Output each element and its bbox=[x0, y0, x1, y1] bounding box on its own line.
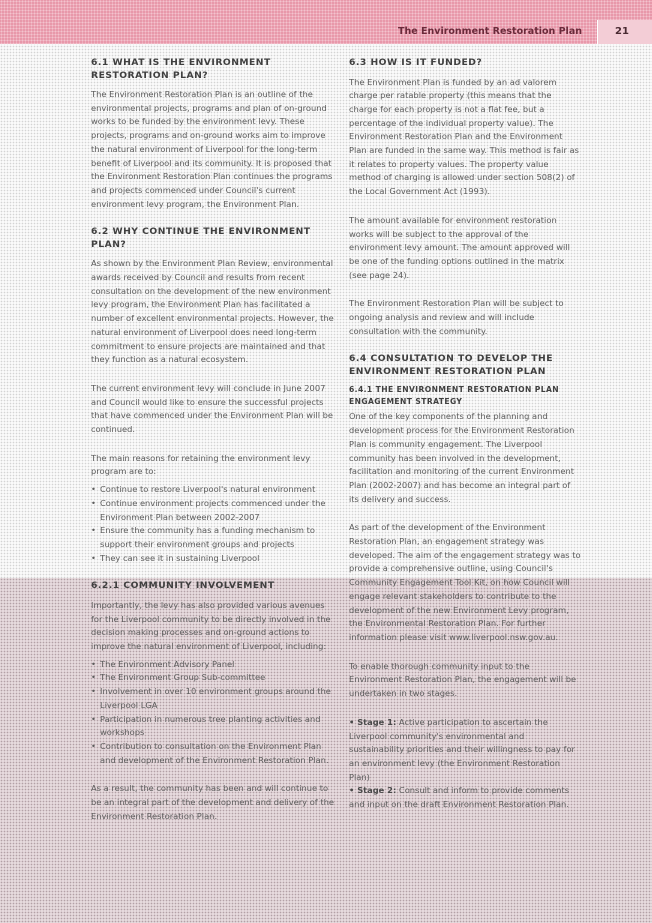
section-6-2-1-paragraph-2: As a result, the community has been and will continue to be an integral part of the development and delivery of the Environment Restoration Plan. bbox=[91, 783, 334, 821]
list-item: • The Environment Advisory Panel bbox=[91, 658, 337, 672]
section-6-2-paragraph-2: The current environment levy will conclude in June 2007 and Council would like to ensure the successful projects that have commenced under the Environment Plan will be continued. bbox=[91, 382, 334, 435]
section-6-2-1-paragraph-1: Importantly, the levy has also provided various avenues for the Liverpool community to be directly involved in the decision making processes and on-ground actions to improve the natural environment of Liverpool, including: bbox=[91, 599, 331, 651]
list-item: • Involvement in over 10 environment groups around the Liverpool LGA bbox=[91, 685, 337, 712]
section-6-4-1-heading: 6.4.1 THE ENVIRONMENT RESTORATION PLAN ENGAGEMENT STRATEGY bbox=[349, 385, 560, 407]
section-6-1-heading: 6.1 WHAT IS THE ENVIRONMENT RESTORATION PLAN? bbox=[91, 57, 271, 81]
list-item: • Contribution to consultation on the Environment Plan and development of the Environment Restoration Plan. bbox=[91, 740, 337, 767]
stage-2-text: Consult and inform to provide comments and input on the draft Environment Restoration Plan. bbox=[349, 785, 570, 810]
list-item: • Continue to restore Liverpool's natural environment bbox=[91, 483, 337, 497]
list-item: • Ensure the community has a funding mechanism to support their environment groups and projects bbox=[91, 524, 337, 551]
section-6-2-heading: 6.2 WHY CONTINUE THE ENVIRONMENT PLAN? bbox=[91, 226, 311, 250]
left-column bbox=[91, 57, 337, 838]
header-band bbox=[0, 0, 652, 44]
section-6-3-paragraph-3: The Environment Restoration Plan will be subject to ongoing analysis and review and will include consultation with the community. bbox=[349, 298, 564, 336]
section-6-1-body: The Environment Restoration Plan is an outline of the environmental projects, programs and plan of on-ground works to be funded by the environment levy. These projects, programs and on-ground works aim to improve the natural environment of Liverpool for the long-term benefit of Liverpool and its community. It is proposed that the Environment Restoration Plan continues the programs and projects commenced under Council's current environment levy program, the Environment Plan. bbox=[91, 89, 333, 209]
section-6-4-1-paragraph-2: As part of the development of the Environment Restoration Plan, an engagement strategy was developed. The aim of the engagement strategy was to provide a comprehensive outline, using Council's Community Engagement Tool Kit, on how Council will engage relevant stakeholders to contribute to the development of the new Environment Levy program, the Environmental Restoration Plan. For further information please visit www.liverpool.nsw.gov.au. bbox=[349, 522, 581, 642]
section-6-4-1-paragraph-3: To enable thorough community input to the Environment Restoration Plan, the engagement will be undertaken in two stages. bbox=[349, 660, 577, 699]
running-header-title: The Environment Restoration Plan bbox=[398, 26, 582, 37]
stage-1-item bbox=[349, 716, 581, 785]
stage-1-label: • Stage 1: bbox=[349, 716, 397, 727]
section-6-4-1-paragraph-1: One of the key components of the planning and development process for the Environment Restoration Plan is community engagement. The Liverpool community has been involved in the development, facilitation and monitoring of the current Environment Plan (2002-2007) and has become an integral part of its delivery and success. bbox=[349, 411, 575, 504]
page-number: 21 bbox=[615, 26, 629, 37]
right-column bbox=[349, 57, 581, 812]
stage-1-text: Active participation to ascertain the Liverpool community's environmental and sustainability priorities and their willingness to pay for an environment levy (the Environment Restoration Plan) bbox=[349, 716, 575, 782]
section-6-4-heading: 6.4 CONSULTATION TO DEVELOP THE ENVIRONMENT RESTORATION PLAN bbox=[349, 353, 554, 377]
section-6-2-paragraph-1: As shown by the Environment Plan Review, environmental awards received by Council and results from recent consultation on the development of the new environment levy program, the Environment Plan has facilitated a number of excellent environmental projects. However, the natural environment of Liverpool does need long-term commitment to ensure projects are maintained and that they function as a natural ecosystem. bbox=[91, 258, 334, 365]
section-6-2-paragraph-3: The main reasons for retaining the environment levy program are to: bbox=[91, 452, 311, 477]
section-6-2-1-heading: 6.2.1 COMMUNITY INVOLVEMENT bbox=[91, 580, 275, 592]
section-6-3-paragraph-1: The Environment Plan is funded by an ad valorem charge per ratable property (this means that the charge for each property is not a flat fee, but a percentage of the individual property value). The Environment Restoration Plan and the Environment Plan are funded in the same way. This method is fair as it relates to property values. The property value method of charging is allowed under section 508(2) of the Local Government Act (1993). bbox=[349, 76, 579, 197]
levy-reasons-list bbox=[91, 483, 337, 565]
section-6-3-heading: 6.3 HOW IS IT FUNDED? bbox=[349, 57, 483, 68]
stage-2-label: • Stage 2: bbox=[349, 785, 397, 796]
list-item: • Continue environment projects commenced under the Environment Plan between 2002-2007 bbox=[91, 497, 337, 524]
community-involvement-list bbox=[91, 658, 337, 768]
section-6-3-paragraph-2: The amount available for environment restoration works will be subject to the approval of the environment levy amount. The amount approved will be one of the funding options outlined in the matrix (see page 24). bbox=[349, 214, 570, 280]
list-item: • Participation in numerous tree planting activities and workshops bbox=[91, 713, 337, 740]
list-item: • The Environment Group Sub-committee bbox=[91, 671, 337, 685]
stage-2-item bbox=[349, 784, 581, 811]
list-item: • They can see it in sustaining Liverpool bbox=[91, 552, 337, 566]
